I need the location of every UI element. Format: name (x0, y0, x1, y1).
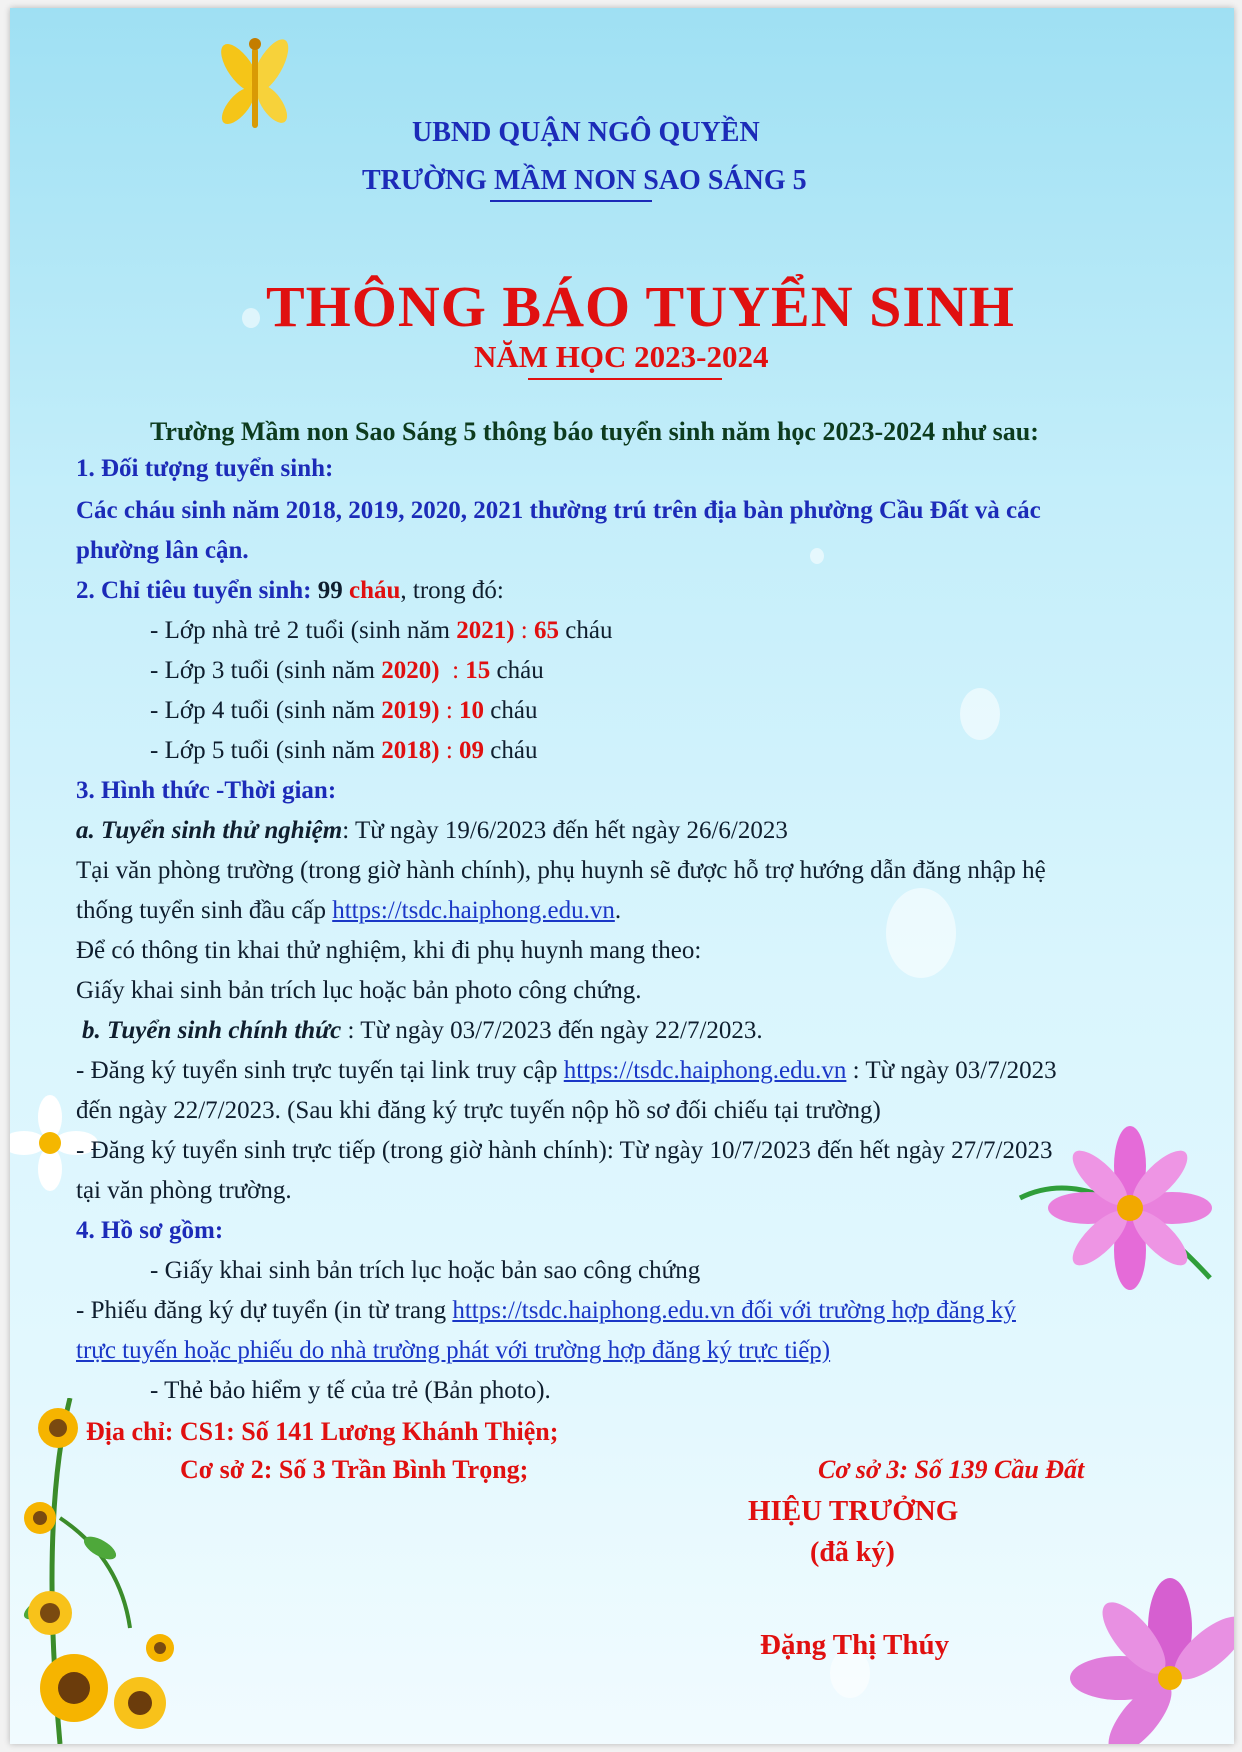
quota-unit: cháu (348, 577, 401, 604)
document-item: - Giấy khai sinh bản trích lục hoặc bản sao công chứng (150, 1257, 701, 1284)
authority-name: UBND QUẬN NGÔ QUYỀN (412, 117, 760, 148)
quota-row-unit: cháu (490, 657, 544, 684)
bubble-decoration (810, 548, 824, 564)
sunflower-icon (10, 1398, 210, 1744)
quota-row-year: 2018) (381, 737, 440, 764)
section2-heading: 2. Chỉ tiêu tuyển sinh: (76, 577, 312, 604)
quota-row-unit: cháu (484, 737, 538, 764)
quota-row-count: 09 (459, 737, 485, 764)
principal-name: Đặng Thị Thúy (760, 1629, 950, 1661)
official-enrollment-dates: : Từ ngày 03/7/2023 đến ngày 22/7/2023. (341, 1017, 763, 1044)
document-item-link-cont[interactable]: trực tuyến hoặc phiếu do nhà trường phát với trường hợp đăng ký trực tiếp) (76, 1337, 831, 1364)
official-line: - Đăng ký tuyển sinh trực tiếp (trong giờ hành chính): Từ ngày 10/7/2023 đến hết ngày 27/7/2023 (76, 1137, 1053, 1164)
official-line-text: : Từ ngày 03/7/2023 (846, 1057, 1057, 1084)
bubble-decoration (960, 688, 1000, 740)
trial-line-text: thống tuyển sinh đầu cấp (76, 897, 333, 924)
quota-row-year: 2020) (381, 657, 440, 684)
document-item: - Thẻ bảo hiểm y tế của trẻ (Bản photo). (150, 1377, 551, 1404)
official-enrollment-label: b. Tuyển sinh chính thức (82, 1017, 342, 1044)
enrollment-portal-link[interactable]: https://tsdc.haiphong.edu.vn đối với trường hợp đăng ký (452, 1297, 1016, 1324)
trial-line-text: . (614, 897, 622, 924)
intro-text: Trường Mầm non Sao Sáng 5 thông báo tuyển sinh năm học 2023-2024 như sau: (150, 417, 1039, 446)
section2-heading-line (76, 576, 504, 606)
quota-row-label: - Lớp nhà trẻ 2 tuổi (sinh năm (150, 617, 457, 644)
quota-row-count: 65 (534, 617, 559, 644)
address-cs3: Cơ sở 3: Số 139 Cầu Đất (818, 1455, 1085, 1484)
quota-tail: , trong đó: (400, 577, 504, 604)
document-item-text: - Phiếu đăng ký dự tuyển (in từ trang (76, 1297, 453, 1324)
quota-row-unit: cháu (559, 617, 613, 644)
address-cs2: Cơ sở 2: Số 3 Trần Bình Trọng; (180, 1455, 529, 1484)
school-name: TRƯỜNG MẦM NON SAO SÁNG 5 (362, 165, 807, 196)
quota-row-sep: : (439, 697, 460, 724)
quota-row (150, 656, 544, 686)
official-line: đến ngày 22/7/2023. (Sau khi đăng ký trực tuyến nộp hồ sơ đối chiếu tại trường) (76, 1097, 881, 1124)
trial-enrollment-label: a. Tuyển sinh thử nghiệm (76, 817, 343, 844)
dragonfly-icon (200, 28, 310, 138)
quota-row-count: 15 (465, 657, 491, 684)
quota-row-label: - Lớp 5 tuổi (sinh năm (150, 737, 382, 764)
school-year-subtitle: NĂM HỌC 2023-2024 (474, 339, 769, 374)
official-enrollment-line (82, 1016, 763, 1046)
quota-row (150, 736, 537, 766)
quota-row-unit: cháu (484, 697, 538, 724)
quota-row-year: 2019) (381, 697, 440, 724)
page-title: THÔNG BÁO TUYỂN SINH (266, 274, 1015, 339)
quota-row-label: - Lớp 3 tuổi (sinh năm (150, 657, 382, 684)
trial-line: Giấy khai sinh bản trích lục hoặc bản photo công chứng. (76, 977, 642, 1004)
address-cs1: Địa chỉ: CS1: Số 141 Lương Khánh Thiện; (86, 1417, 559, 1446)
quota-row-sep: : (439, 657, 466, 684)
quota-row-year: 2021) (456, 617, 515, 644)
quota-row-sep: : (514, 617, 534, 644)
official-line (76, 1056, 1057, 1086)
quota-row-label: - Lớp 4 tuổi (sinh năm (150, 697, 382, 724)
quota-row (150, 616, 612, 646)
trial-enrollment-dates: : Từ ngày 19/6/2023 đến hết ngày 26/6/2023 (342, 817, 788, 844)
trial-line: Để có thông tin khai thử nghiệm, khi đi phụ huynh mang theo: (76, 937, 702, 964)
official-line-text: - Đăng ký tuyển sinh trực tuyến tại link truy cập (76, 1057, 564, 1084)
school-name-underline (490, 200, 652, 202)
pink-flower-icon (1060, 1568, 1234, 1744)
quota-total: 99 (317, 577, 343, 604)
principal-title: HIỆU TRƯỞNG (748, 1495, 959, 1527)
signature-status: (đã ký) (810, 1537, 895, 1568)
notice-page (10, 8, 1234, 1744)
quota-row-sep: : (439, 737, 460, 764)
trial-line: Tại văn phòng trường (trong giờ hành chính), phụ huynh sẽ được hỗ trợ hướng dẫn đăng nhập hệ (76, 857, 1046, 884)
document-item (76, 1296, 1016, 1326)
quota-row-count: 10 (459, 697, 485, 724)
section1-line: phường lân cận. (76, 537, 249, 564)
quota-row (150, 696, 537, 726)
section3-heading: 3. Hình thức -Thời gian: (76, 777, 337, 804)
section1-heading: 1. Đối tượng tuyển sinh: (76, 455, 334, 482)
enrollment-portal-link[interactable]: https://tsdc.haiphong.edu.vn (332, 897, 615, 924)
trial-line (76, 896, 621, 926)
bubble-decoration (886, 888, 956, 978)
bubble-decoration (242, 308, 260, 328)
trial-enrollment-line (76, 816, 788, 846)
section4-heading: 4. Hồ sơ gồm: (76, 1217, 224, 1244)
official-line: tại văn phòng trường. (76, 1177, 292, 1204)
enrollment-portal-link[interactable]: https://tsdc.haiphong.edu.vn (563, 1057, 847, 1084)
section1-line: Các cháu sinh năm 2018, 2019, 2020, 2021 thường trú trên địa bàn phường Cầu Đất và các (76, 497, 1041, 524)
pink-flower-icon (1010, 1088, 1234, 1348)
subtitle-underline (528, 378, 722, 380)
